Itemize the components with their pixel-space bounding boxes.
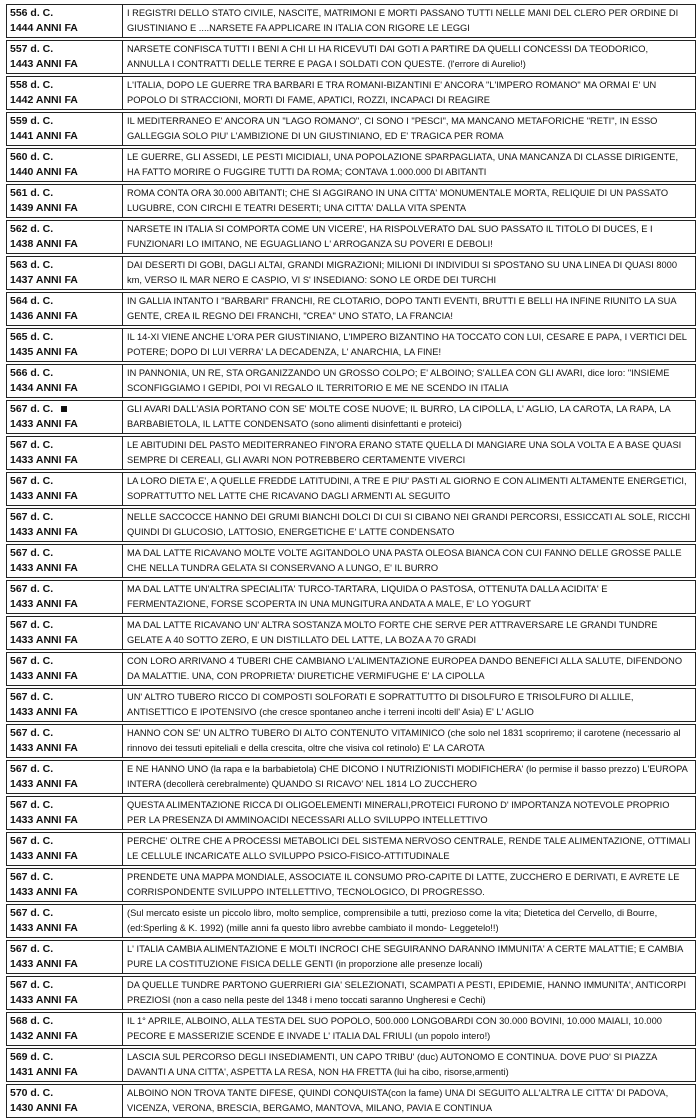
year-text: 567 d. C. xyxy=(10,403,54,415)
years-ago: 1435 ANNI FA xyxy=(10,346,78,358)
years-ago: 1444 ANNI FA xyxy=(10,22,78,34)
timeline-row xyxy=(6,292,696,326)
years-ago: 1432 ANNI FA xyxy=(10,1030,78,1042)
event-text: MA DAL LATTE UN'ALTRA SPECIALITA' TURCO-TARTARA, LIQUIDA O PASTOSA, OTTENUTA DALLA ACIDITA' E FERMENTAZIONE, FORSE SCOPERTA IN UNA MUNGITURA ANDATA A MALE, E' LO YOGURT xyxy=(127,584,608,609)
date-cell xyxy=(7,833,123,865)
event-text: GLI AVARI DALL'ASIA PORTANO CON SE' MOLTE COSE NUOVE; IL BURRO, LA CIPOLLA, L' AGLIO, LA CAROTA, LA RAPA, LA BARBABIETOLA, IL LATTE CONDENSATO (sono alimenti disinfettanti e proteici) xyxy=(127,404,671,429)
event-text: PERCHE' OLTRE CHE A PROCESSI METABOLICI DEL SISTEMA NERVOSO CENTRALE, RENDE TALE ALIMENTAZIONE, OTTIMALI LE CELLULE INCARICATE ALLO SVILUPPO PSICO-FISICO-ATTITUDINALE xyxy=(127,836,691,861)
timeline-row xyxy=(6,580,696,614)
event-text: ROMA CONTA ORA 30.000 ABITANTI; CHE SI AGGIRANO IN UNA CITTA' MONUMENTALE MORTA, RELIQUIE DI UN PASSATO LUGUBRE, CON CIRCHI E TEATRI DESERTI; UNA CITTA' DALLA VITA SPENTA xyxy=(127,188,669,213)
event-text: HANNO CON SE' UN ALTRO TUBERO DI ALTO CONTENUTO VITAMINICO (che solo nel 1831 scopriremo; il carotene (necessario al rinnovo dei tessuti epiteliali e della crescita, oltre che visiva col retinolo) E' LA CAROTA xyxy=(127,728,681,753)
event-text: NARSETE IN ITALIA SI COMPORTA COME UN VICERE', HA RISPOLVERATO DAL SUO PASSATO IL TITOLO DI DUCES, E I FUNZIONARI LO IMITANO, NE EGUAGLIANO L' ARROGANZA SU POVERI E DEBOLI! xyxy=(127,224,653,249)
event-text: DAI DESERTI DI GOBI, DAGLI ALTAI, GRANDI MIGRAZIONI; MILIONI DI INDIVIDUI SI SPOSTANO SU UNA LINEA DI QUASI 8000 km, VERSO IL MAR NERO E CASPIO, VI S' INSEDIANO: SONO LE ORDE DEI TURCHI xyxy=(127,260,678,285)
year: 569 d. C. xyxy=(10,1051,54,1063)
date-cell xyxy=(7,977,123,1009)
event-text: CON LORO ARRIVANO 4 TUBERI CHE CAMBIANO L'ALIMENTAZIONE EUROPEA DANDO BENEFICI ALLA SALUTE, DIFENDONO DA MALATTIE. UNA, CON PROPRIETA' DIURETICHE VERMIFUGHE E' LA CIPOLLA xyxy=(127,656,683,681)
year: 560 d. C. xyxy=(10,151,54,163)
years-ago: 1433 ANNI FA xyxy=(10,490,78,502)
event-text: IN PANNONIA, UN RE, STA ORGANIZZANDO UN GROSSO COLPO; E' ALBOINO; S'ALLEA CON GLI AVARI, dice loro: "INSIEME SCONFIGGIAMO I GEPIDI, POI VI REGALO IL TERRITORIO E ME NE SCENDO IN ITALIA xyxy=(127,368,670,393)
timeline-row xyxy=(6,472,696,506)
timeline-row xyxy=(6,148,696,182)
event-text: QUESTA ALIMENTAZIONE RICCA DI OLIGOELEMENTI MINERALI,PROTEICI FURONO D' IMPORTANZA NOTEVOLE PROPRIO PER LA PRESENZA DI AMMINOACIDI NECESSARI ALLO SVILUPPO INTELLETTIVO xyxy=(127,800,670,825)
event-text: LASCIA SUL PERCORSO DEGLI INSEDIAMENTI, UN CAPO TRIBU' (duc) AUTONOMO E CONTINUA. DOVE PUO' SI PIAZZA DAVANTI A UNA CITTA', ASPETTA LA RESA, NON HA FRETTA (lui ha cibo, risorse,armenti) xyxy=(127,1052,657,1077)
event-text: DA QUELLE TUNDRE PARTONO GUERRIERI GIA' SELEZIONATI, SCAMPATI A PESTI, EPIDEMIE, HANNO IMMUNITA', ANTICORPI PREZIOSI (non a caso nella peste del 1348 i meno toccati saranno Ungheresi e Cechi) xyxy=(127,980,687,1005)
timeline-row xyxy=(6,400,696,434)
years-ago: 1433 ANNI FA xyxy=(10,778,78,790)
event-text: E NE HANNO UNO (la rapa e la barbabietola) CHE DICONO I NUTRIZIONISTI MODIFICHERA' (lo permise il basso prezzo) L'EUROPA INTERA (decollerà cerebralmente) QUANDO SI RICAVO' NEL 1814 LO ZUCCHERO xyxy=(127,764,688,789)
date-cell xyxy=(7,653,123,685)
years-ago: 1439 ANNI FA xyxy=(10,202,78,214)
year: 567 d. C. xyxy=(10,907,54,919)
date-cell xyxy=(7,77,123,109)
timeline-row xyxy=(6,652,696,686)
timeline-row xyxy=(6,40,696,74)
years-ago: 1436 ANNI FA xyxy=(10,310,78,322)
year: 563 d. C. xyxy=(10,259,54,271)
years-ago: 1433 ANNI FA xyxy=(10,958,78,970)
year: 558 d. C. xyxy=(10,79,54,91)
event-text: L'ITALIA, DOPO LE GUERRE TRA BARBARI E TRA ROMANI-BIZANTINI E' ANCORA "L'IMPERO ROMANO" MA ORMAI E' UN POPOLO DI STRACCIONI, MORTI DI FAME, APATICI, ROZZI, INCAPACI DI REAGIRE xyxy=(127,80,657,105)
years-ago: 1433 ANNI FA xyxy=(10,922,78,934)
timeline-row xyxy=(6,796,696,830)
year: 564 d. C. xyxy=(10,295,54,307)
year: 567 d. C. xyxy=(10,799,54,811)
years-ago: 1433 ANNI FA xyxy=(10,814,78,826)
timeline-row xyxy=(6,940,696,974)
date-cell xyxy=(7,365,123,397)
year: 570 d. C. xyxy=(10,1087,54,1099)
date-cell xyxy=(7,5,123,37)
event-text: MA DAL LATTE RICAVANO UN' ALTRA SOSTANZA MOLTO FORTE CHE SERVE PER ATTRAVERSARE LE GRANDI TUNDRE GELATE A 40 SOTTO ZERO, E UN DISTILLATO DEL LATTE, LA BOZA A 70 GRADI xyxy=(127,620,658,645)
timeline-row xyxy=(6,868,696,902)
date-cell xyxy=(7,941,123,973)
years-ago: 1433 ANNI FA xyxy=(10,598,78,610)
timeline-table xyxy=(6,4,696,1120)
date-cell xyxy=(7,1013,123,1045)
years-ago: 1433 ANNI FA xyxy=(10,886,78,898)
years-ago: 1434 ANNI FA xyxy=(10,382,78,394)
timeline-row xyxy=(6,976,696,1010)
event-text: IL 14-XI VIENE ANCHE L'ORA PER GIUSTINIANO, L'IMPERO BIZANTINO HA TOCCATO CON LUI, CESARE E PAPA, I VERTICI DEL POTERE; DOPO DI LUI VERRA' LA DECADENZA, L' ANARCHIA, LA FINE! xyxy=(127,332,687,357)
years-ago: 1433 ANNI FA xyxy=(10,418,78,430)
years-ago: 1433 ANNI FA xyxy=(10,562,78,574)
years-ago: 1441 ANNI FA xyxy=(10,130,78,142)
years-ago: 1433 ANNI FA xyxy=(10,850,78,862)
timeline-row xyxy=(6,220,696,254)
timeline-row xyxy=(6,4,696,38)
years-ago: 1430 ANNI FA xyxy=(10,1102,78,1114)
date-cell xyxy=(7,473,123,505)
timeline-row xyxy=(6,760,696,794)
years-ago: 1433 ANNI FA xyxy=(10,706,78,718)
event-text: LE GUERRE, GLI ASSEDI, LE PESTI MICIDIALI, UNA POPOLAZIONE SPARPAGLIATA, UNA MANCANZA DI CLASSE DIRIGENTE, HA FATTO MORIRE O FUGGIRE TUTTI DA ROMA; CONTAVA 1.000.000 DI ABITANTI xyxy=(127,152,679,177)
event-text: ALBOINO NON TROVA TANTE DIFESE, QUINDI CONQUISTA(con la fame) UNA DI SEGUITO ALL'ALTRA LE CITTA' DI PADOVA, VICENZA, VERONA, BRESCIA, BERGAMO, MANTOVA, MILANO, PAVIA E CONTINUA xyxy=(127,1088,669,1113)
date-cell xyxy=(7,221,123,253)
year: 567 d. C. xyxy=(10,583,54,595)
date-cell xyxy=(7,545,123,577)
year: 567 d. C. xyxy=(10,439,54,451)
event-text: NARSETE CONFISCA TUTTI I BENI A CHI LI HA RICEVUTI DAI GOTI A PARTIRE DA QUELLI CONCESSI DA TEODORICO, ANNULLA I CONTRATTI DELLE TERRE E PAGA I SOLDATI CON QUESTE. (l'errore di Aurelio!) xyxy=(127,44,649,69)
date-cell xyxy=(7,185,123,217)
timeline-row xyxy=(6,724,696,758)
timeline-row xyxy=(6,1084,696,1118)
year: 561 d. C. xyxy=(10,187,54,199)
years-ago: 1440 ANNI FA xyxy=(10,166,78,178)
year: 562 d. C. xyxy=(10,223,54,235)
timeline-row xyxy=(6,112,696,146)
timeline-row xyxy=(6,184,696,218)
year: 567 d. C. xyxy=(10,547,54,559)
year: 567 d. C. xyxy=(10,871,54,883)
year: 567 d. C. xyxy=(10,835,54,847)
years-ago: 1433 ANNI FA xyxy=(10,742,78,754)
year xyxy=(10,402,119,417)
date-cell xyxy=(7,437,123,469)
event-text: IL 1° APRILE, ALBOINO, ALLA TESTA DEL SUO POPOLO, 500.000 LONGOBARDI CON 30.000 BOVINI, 10.000 MAIALI, 10.000 PECORE E MASSERIZIE SCENDE E INVADE L' ITALIA DAL FRIULI (un popolo intero!) xyxy=(127,1016,662,1041)
timeline-row xyxy=(6,616,696,650)
timeline-row xyxy=(6,688,696,722)
date-cell xyxy=(7,113,123,145)
date-cell xyxy=(7,41,123,73)
years-ago: 1437 ANNI FA xyxy=(10,274,78,286)
event-text: NELLE SACCOCCE HANNO DEI GRUMI BIANCHI DOLCI DI CUI SI CIBANO NEI GRANDI PERCORSI, ESSICCATI AL SOLE, RICCHI QUINDI DI GLUCOSIO, LATTOSIO, ENERGETICHE E' LATTE CONDENSATO xyxy=(127,512,691,537)
event-text: IN GALLIA INTANTO I "BARBARI" FRANCHI, RE CLOTARIO, DOPO TANTI EVENTI, BRUTTI E BELLI HA INFINE RIUNITO LA SUA GENTE, CREA IL REGNO DEI FRANCHI, "CREA" UNO STATO, LA FRANCIA! xyxy=(127,296,677,321)
event-text: LA LORO DIETA E', A QUELLE FREDDE LATITUDINI, A TRE E PIU' PASTI AL GIORNO E CON ALIMENTI ALTAMENTE ENERGETICI, SOPRATTUTTO NEL LATTE CHE RICAVANO DAGLI ARMENTI AL SEGUITO xyxy=(127,476,687,501)
year: 567 d. C. xyxy=(10,511,54,523)
timeline-row xyxy=(6,904,696,938)
timeline-row xyxy=(6,76,696,110)
year: 568 d. C. xyxy=(10,1015,54,1027)
timeline-row xyxy=(6,832,696,866)
date-cell xyxy=(7,761,123,793)
year: 567 d. C. xyxy=(10,727,54,739)
date-cell xyxy=(7,905,123,937)
event-text: PRENDETE UNA MAPPA MONDIALE, ASSOCIATE IL CONSUMO PRO-CAPITE DI LATTE, ZUCCHERO E DERIVATI, E AVRETE LE CORRISPONDENTE SVILUPPO INTELLETTIVO, TECNOLOGICO, DI PROGRESSO. xyxy=(127,872,680,897)
date-cell xyxy=(7,689,123,721)
timeline-row xyxy=(6,1012,696,1046)
year: 567 d. C. xyxy=(10,655,54,667)
date-cell xyxy=(7,401,123,433)
date-cell xyxy=(7,1049,123,1081)
date-cell xyxy=(7,797,123,829)
event-text: UN' ALTRO TUBERO RICCO DI COMPOSTI SOLFORATI E SOPRATTUTTO DI DISOLFURO E TRISOLFURO DI ALLILE, ANTISETTICO E IPOTENSIVO (che cresce spontaneo anche i terreni incolti dell' Asia) E' L' AGLIO xyxy=(127,692,634,717)
year: 567 d. C. xyxy=(10,979,54,991)
date-cell xyxy=(7,149,123,181)
year: 565 d. C. xyxy=(10,331,54,343)
timeline-row xyxy=(6,328,696,362)
timeline-row xyxy=(6,544,696,578)
year: 567 d. C. xyxy=(10,943,54,955)
years-ago: 1433 ANNI FA xyxy=(10,454,78,466)
timeline-row xyxy=(6,1048,696,1082)
date-cell xyxy=(7,257,123,289)
square-bullet-icon xyxy=(61,406,67,412)
year: 567 d. C. xyxy=(10,691,54,703)
timeline-row xyxy=(6,508,696,542)
date-cell xyxy=(7,725,123,757)
years-ago: 1443 ANNI FA xyxy=(10,58,78,70)
years-ago: 1442 ANNI FA xyxy=(10,94,78,106)
date-cell xyxy=(7,581,123,613)
event-text: (Sul mercato esiste un piccolo libro, molto semplice, comprensibile a tutti, prezioso come la vita; Dietetica del Cervello, di Bourre, (ed:Sperling & K. 1992) (mille anni fa questo libro avrebbe cambiato il mondo- Leggetelo!!) xyxy=(127,908,658,933)
timeline-row xyxy=(6,436,696,470)
event-text: LE ABITUDINI DEL PASTO MEDITERRANEO FIN'ORA ERANO STATE QUELLA DI MANGIARE UNA SOLA VOLTA E A BASE QUASI SEMPRE DI CEREALI, GLI AVARI NON POTREBBERO CERTAMENTE VIVERCI xyxy=(127,440,682,465)
date-cell xyxy=(7,617,123,649)
year: 559 d. C. xyxy=(10,115,54,127)
years-ago: 1438 ANNI FA xyxy=(10,238,78,250)
timeline-row xyxy=(6,256,696,290)
event-text: MA DAL LATTE RICAVANO MOLTE VOLTE AGITANDOLO UNA PASTA OLEOSA BIANCA CON CUI FANNO DELLE GROSSE PALLE CHE NELLA TUNDRA GELATA SI CONSERVANO A LUNGO, E' IL BURRO xyxy=(127,548,682,573)
event-text: L' ITALIA CAMBIA ALIMENTAZIONE E MOLTI INCROCI CHE SEGUIRANNO DARANNO IMMUNITA' A CERTE MALATTIE; E CAMBIA PURE LA COSTITUZIONE FISICA DELLE GENTI (in proporzione alle presenze locali) xyxy=(127,944,683,969)
event-text: IL MEDITERRANEO E' ANCORA UN "LAGO ROMANO", CI SONO I "PESCI", MA MANCANO METAFORICHE "RETI", IN ESSO GALLEGGIA SOLO PIU' L'AMBIZIONE DI UN GIUSTINIANO, ED E' TRAGICA PER ROMA xyxy=(127,116,658,141)
year: 567 d. C. xyxy=(10,619,54,631)
year: 566 d. C. xyxy=(10,367,54,379)
years-ago: 1433 ANNI FA xyxy=(10,634,78,646)
year: 556 d. C. xyxy=(10,7,54,19)
event-text: I REGISTRI DELLO STATO CIVILE, NASCITE, MATRIMONI E MORTI PASSANO TUTTI NELLE MANI DEL CLERO PER ORDINE DI GIUSTINIANO E ....NARSETE FA APPLICARE IN ITALIA CON RIGORE LE LEGGI xyxy=(127,8,679,33)
date-cell xyxy=(7,293,123,325)
date-cell xyxy=(7,329,123,361)
years-ago: 1431 ANNI FA xyxy=(10,1066,78,1078)
date-cell xyxy=(7,869,123,901)
year: 567 d. C. xyxy=(10,763,54,775)
years-ago: 1433 ANNI FA xyxy=(10,670,78,682)
year: 557 d. C. xyxy=(10,43,54,55)
years-ago: 1433 ANNI FA xyxy=(10,994,78,1006)
date-cell xyxy=(7,1085,123,1117)
year: 567 d. C. xyxy=(10,475,54,487)
date-cell xyxy=(7,509,123,541)
years-ago: 1433 ANNI FA xyxy=(10,526,78,538)
timeline-row xyxy=(6,364,696,398)
